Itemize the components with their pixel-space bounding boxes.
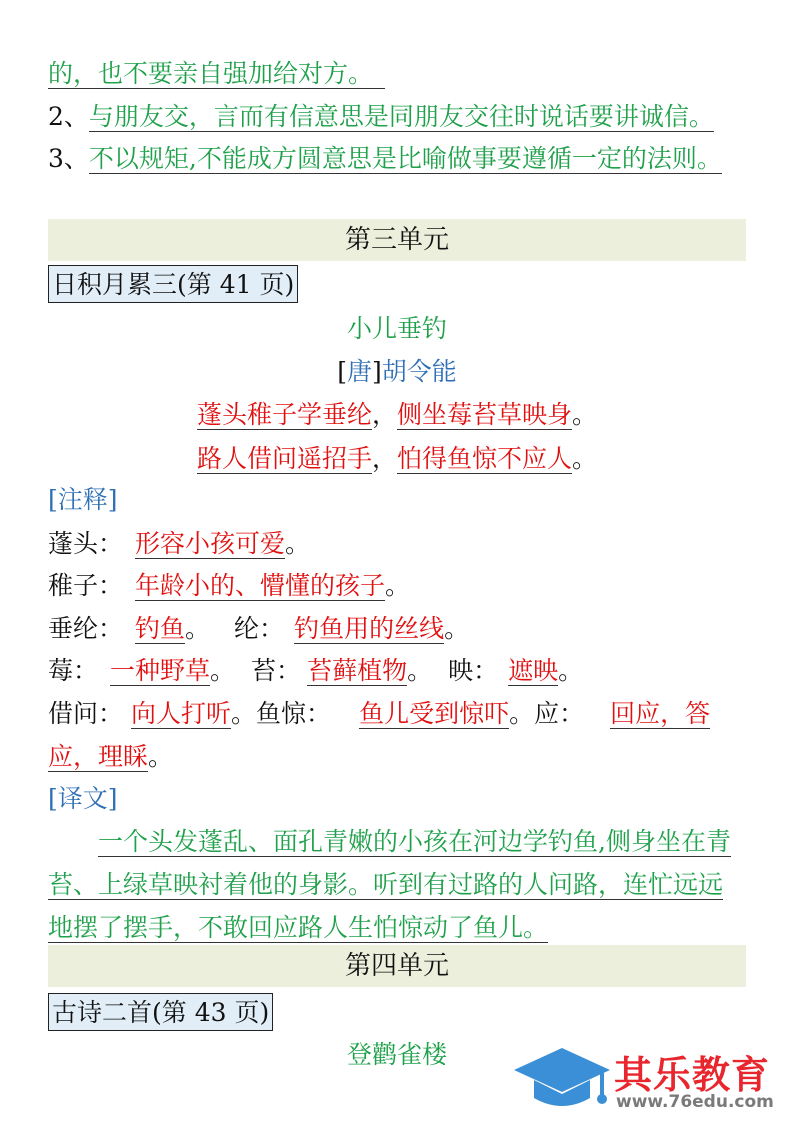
brand-logo [512, 1042, 787, 1116]
author-name: 胡令能 [381, 357, 457, 386]
note-term: 鱼惊： [256, 699, 332, 728]
note-definition: 钓鱼用的丝线 [294, 614, 445, 643]
verse-fill: 蓬头稚子学垂纶 [196, 400, 372, 429]
note-definition: 应，理睬 [48, 742, 149, 771]
punct: 。 [509, 699, 535, 728]
verse-fill: 路人借问遥招手 [196, 444, 372, 473]
note-term: 应： [534, 699, 585, 728]
punct: 。 [385, 571, 411, 600]
bracket: [ [337, 357, 347, 386]
note-term: 蓬头： [48, 529, 124, 558]
answer-text: 的，也不要亲自强加给对方。 [48, 59, 385, 89]
note-row-3 [48, 611, 469, 647]
verse-fill: 侧坐莓苔草映身 [397, 400, 573, 429]
note-definition: 向人打听 [131, 699, 232, 728]
punct: 。 [407, 656, 433, 685]
note-definition: 钓鱼 [135, 614, 186, 643]
text-line-1 [48, 56, 385, 92]
translation-text [48, 820, 746, 949]
notes-heading: [注释] [48, 485, 118, 514]
section-label: 古诗二首(第 43 页) [48, 993, 273, 1031]
poem-verse-1 [48, 397, 746, 433]
unit-heading-band [48, 945, 746, 987]
note-term: 映： [448, 656, 499, 685]
poem-verse-2 [48, 441, 746, 477]
unit-heading: 第四单元 [344, 951, 449, 981]
punct: 。 [231, 699, 257, 728]
note-definition: 遮映 [508, 656, 559, 685]
note-term: 纶： [234, 614, 285, 643]
note-term: 苔： [251, 656, 302, 685]
unit-heading-band [48, 219, 746, 261]
punct: 。 [558, 656, 584, 685]
answer-text: 不以规矩,不能成方圆意思是比喻做事要遵循一定的法则。 [88, 144, 722, 173]
verse-fill: 怕得鱼惊不应人 [397, 444, 573, 473]
item-number: 3、 [48, 144, 89, 173]
answer-text: 与朋友交，言而有信意思是同朋友交往时说话要讲诚信。 [88, 102, 714, 131]
poem-author [48, 354, 746, 390]
item-number: 2、 [48, 102, 89, 131]
translation-body: 一个头发蓬乱、面孔青嫩的小孩在河边学钓鱼,侧身坐在青苔、上绿草映衬着他的身影。听到有过路的人问路，连忙远远地摆了摆手，不敢回应路人生怕惊动了鱼儿。 [48, 827, 731, 942]
section-label: 日积月累三(第 41 页) [48, 265, 298, 303]
punct: 。 [148, 742, 174, 771]
note-term: 稚子： [48, 571, 124, 600]
note-term: 借问： [48, 699, 124, 728]
note-row-2 [48, 568, 410, 604]
punct: 。 [444, 614, 470, 643]
dynasty: 唐 [346, 357, 372, 386]
text-line-3 [48, 141, 722, 177]
note-term: 垂纶： [48, 614, 124, 643]
note-definition: 回应，答 [610, 699, 711, 728]
note-row-4 [48, 653, 583, 689]
note-row-1 [48, 526, 310, 562]
text-line-2 [48, 99, 714, 135]
logo-url: www.76edu.com [616, 1092, 774, 1112]
punct: ， [371, 444, 397, 473]
note-definition: 鱼儿受到惊吓 [359, 699, 510, 728]
note-row-5 [48, 696, 710, 732]
note-definition: 形容小孩可爱 [135, 529, 286, 558]
note-row-6 [48, 739, 173, 775]
poem-title: 小儿垂钓 [346, 314, 447, 343]
logo-title: 其乐教育 [614, 1053, 771, 1097]
note-definition: 苔藓植物 [307, 656, 408, 685]
punct: 。 [210, 656, 236, 685]
bracket: ] [372, 357, 382, 386]
note-definition: 年龄小的、懵懂的孩子 [135, 571, 386, 600]
poem-title: 登鹳雀楼 [346, 1040, 447, 1069]
punct: 。 [572, 400, 598, 429]
note-term: 莓： [48, 656, 99, 685]
translation-heading: [译文] [48, 784, 118, 813]
punct: 。 [185, 614, 211, 643]
punct: 。 [572, 444, 598, 473]
note-definition: 一种野草 [110, 656, 211, 685]
unit-heading: 第三单元 [344, 225, 449, 255]
punct: 。 [285, 529, 311, 558]
graduation-cap-icon [512, 1042, 612, 1116]
punct: ， [371, 400, 397, 429]
